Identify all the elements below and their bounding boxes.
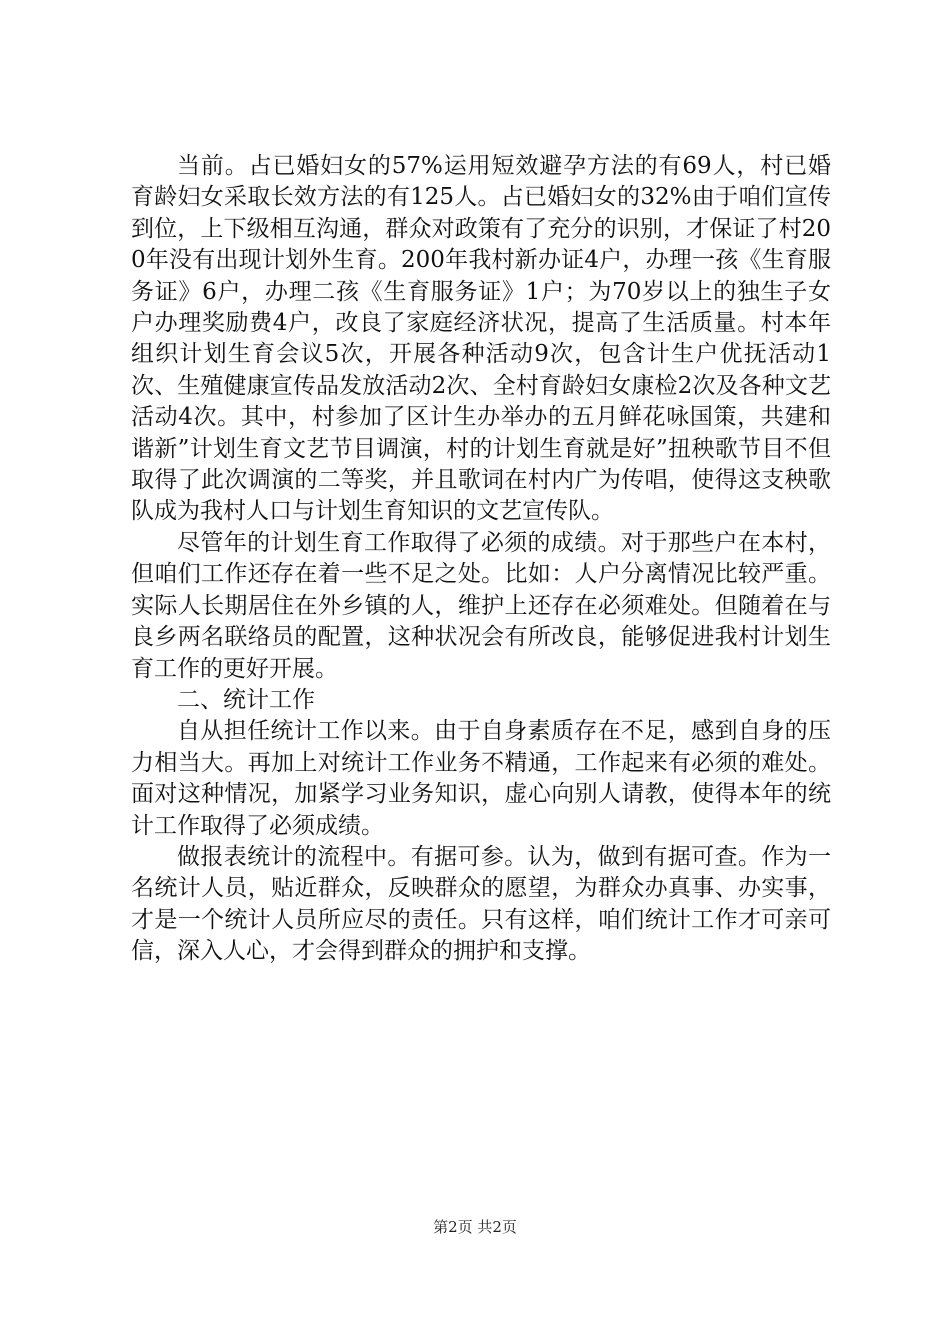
page-number-footer: 第2页 共2页 xyxy=(433,1218,517,1236)
paragraph-family-planning-results: 当前。占已婚妇女的57%运用短效避孕方法的有69人，村已婚育龄妇女采取长效方法的有125人。占已婚妇女的32%由于咱们宣传到位，上下级相互沟通，群众对政策有了充分的识别，才保证了村200年没有出现计划外生育。200年我村新办证4户，办理一孩《生育服务证》6户，办理二孩《生育服务证》1户；为70岁以上的独生子女户办理奖励费4户，改良了家庭经济状况，提高了生活质量。村本年组织计划生育会议5次，开展各种活动9次，包含计生户优抚活动1次、生殖健康宣传品发放活动2次、全村育龄妇女康检2次及各种文艺活动4次。其中，村参加了区计生办举办的五月鲜花咏国策，共建和谐新”计划生育文艺节目调演，村的计划生育就是好”扭秧歌节目不但取得了此次调演的二等奖，并且歌词在村内广为传唱，使得这支秧歌队成为我村人口与计划生育知识的文艺宣传队。 xyxy=(131,153,831,525)
paragraph-family-planning-shortcomings: 尽管年的计划生育工作取得了必须的成绩。对于那些户在本村，但咱们工作还存在着一些不足之处。比如：人户分离情况比较严重。实际人长期居住在外乡镇的人，维护上还存在必须难处。但随着在与良乡两名联络员的配置，这种状况会有所改良，能够促进我村计划生育工作的更好开展。 xyxy=(131,529,831,682)
paragraph-statistics-work: 自从担任统计工作以来。由于自身素质存在不足，感到自身的压力相当大。再加上对统计工作业务不精通，工作起来有必须的难处。面对这种情况，加紧学习业务知识，虚心向别人请教，使得本年的统计工作取得了必须成绩。 xyxy=(131,718,831,839)
paragraph-statistics-responsibility: 做报表统计的流程中。有据可参。认为，做到有据可查。作为一名统计人员，贴近群众，反映群众的愿望，为群众办真事、办实事，才是一个统计人员所应尽的责任。只有这样，咱们统计工作才可亲可信，深入人心，才会得到群众的拥护和支撑。 xyxy=(131,843,831,965)
document-body xyxy=(131,151,831,968)
section-heading-statistics: 二、统计工作 xyxy=(177,686,315,713)
